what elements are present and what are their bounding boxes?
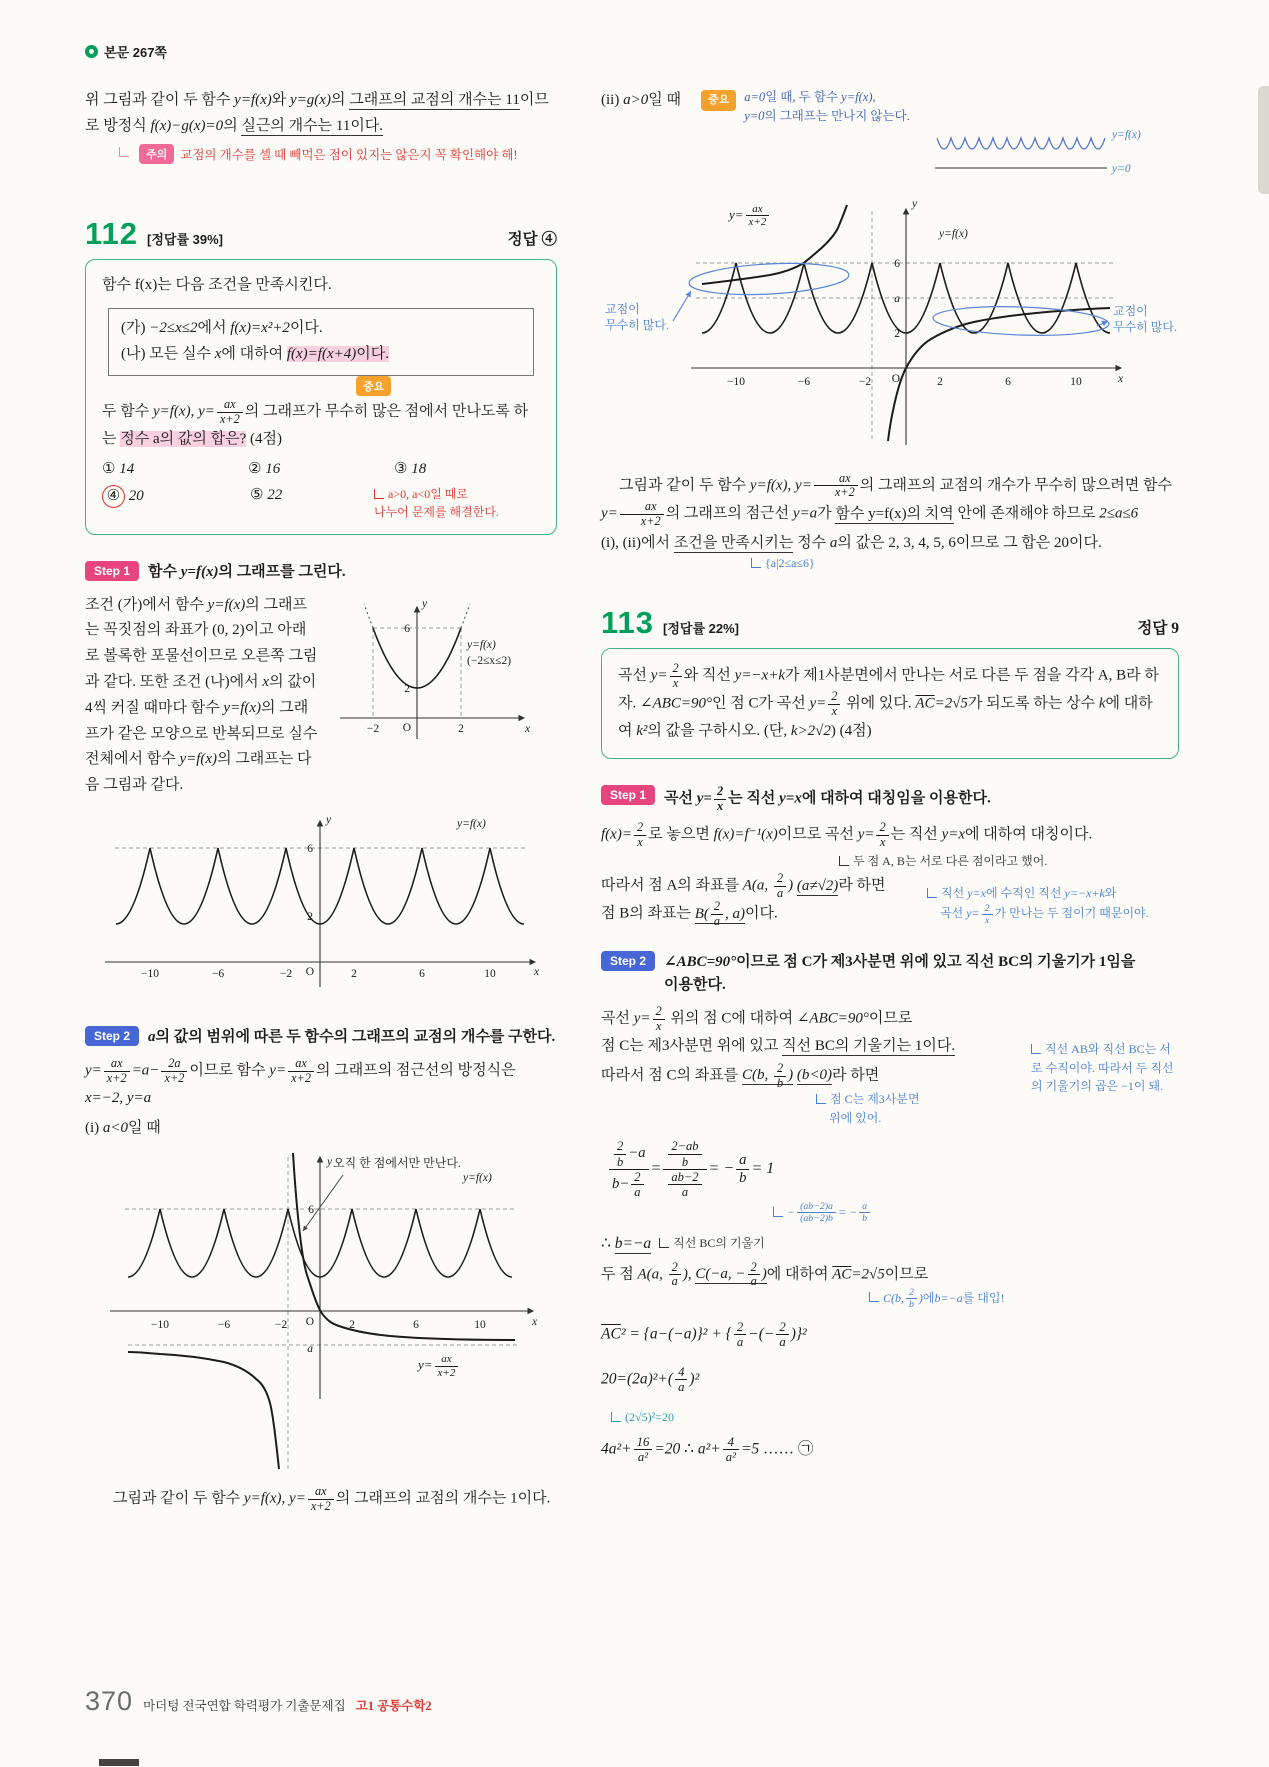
origin-label: O: [305, 965, 314, 978]
perpendicular-note-line2: 곡선 y= $\frac{2}{x}$ 가 만나는 두 점이기 때문이야.: [940, 903, 1149, 927]
answer-label: 정답 9: [1137, 619, 1179, 637]
elbow-arrow-icon: [816, 1094, 826, 1104]
x-axis-label: x: [534, 965, 540, 978]
right-column: [601, 88, 1179, 1480]
perpendicular-note: [927, 884, 1179, 926]
edge-tab: [1258, 86, 1269, 194]
question-text: 두 함수 y=f(x), y= $\frac{ax}{x+2}$ 의 그래프가 무수히 많은 점에서 만나도록 하는 정수 a의 값의 합은? (4점): [102, 396, 529, 447]
choice-4-selected: [102, 485, 250, 508]
third-quadrant-note-line1: 점 C는 제3사분면: [830, 1092, 920, 1107]
case2-paragraph: 그림과 같이 두 함수 y=f(x), y= $\frac{ax}{x+2}$ 의 그래프의 교점의 개수가 무수히 많으려면 함수 y= $\frac{ax}{x+2}$ 의 그래프의 점근선 y=a가 함수 y=f(x)의 치역 안에 존재해야 하므로 2≤a≤6: [601, 470, 1173, 528]
page-footer: [85, 1686, 432, 1717]
fraction-numerator: ax: [435, 1353, 459, 1366]
step1-body: 조건 (가)에서 함수 y=f(x)의 그래프는 꼭짓점의 좌표가 (0, 2)이고 아래로 볼록한 포물선이므로 오른쪽 그림과 같다. 또한 조건 (나)에서 x의 값이 4씩 커질 때마다 함수 y=f(x)의 그래프가 같은 모양으로 반복되므로 실수 전체에서 함수 y=f(x)의 그래프는 다음 그림과 같다.: [85, 596, 318, 794]
symmetry-paragraph: f(x)= $\frac{2}{x}$ 로 놓으면 f(x)=f⁻¹(x)이므로 곡선 y= $\frac{2}{x}$ 는 직선 y=x에 대하여 대칭이다.: [601, 820, 1093, 850]
choice-value: 16: [265, 461, 281, 478]
problem-112-header: [85, 215, 557, 251]
choice-marker: ②: [248, 461, 262, 478]
importance-badge: 중요: [701, 90, 736, 111]
x-tick: −2: [858, 375, 872, 388]
elbow-arrow-icon: [839, 856, 849, 866]
step2-title: a의 값의 범위에 따른 두 함수의 그래프의 교점의 개수를 구한다.: [148, 1028, 556, 1045]
step2-header: [601, 951, 1179, 998]
caution-badge: 주의: [139, 144, 174, 164]
x-tick: −10: [141, 967, 159, 980]
problem-number: 113: [601, 604, 655, 640]
parabola-extension: [461, 604, 470, 628]
important-note-line2: y=0의 그래프는 만나지 않는다.: [744, 108, 910, 123]
condition-box: [108, 308, 534, 376]
strategy-note-line1: a>0, a<0일 때로: [388, 487, 468, 502]
conclusion-paragraph: (i), (ii)에서 조건을 만족시키는 정수 a의 값은 2, 3, 4, 5, 6이므로 그 합은 20이다.: [601, 534, 1102, 551]
x-tick: 10: [1070, 375, 1082, 388]
answer-rate: [정답률 22%]: [663, 620, 739, 636]
caution-note: [119, 144, 557, 164]
case2-graph-wrap: [601, 193, 1179, 460]
case1-graph: [85, 1141, 555, 1476]
case1-graph-wrap: [85, 1141, 557, 1481]
y-tick-2: 2: [307, 910, 313, 923]
final-equation-line: 4a²+ $\frac{16}{\text{a²}}$ =20 ∴ a²+ $\frac{4}{\text{a²}}$ =5 …… ㉠: [601, 1435, 814, 1465]
elbow-arrow-icon: [927, 888, 937, 898]
domain-label: (−2≤x≤2): [467, 654, 512, 667]
step1-badge: Step 1: [601, 785, 655, 805]
hyperbola-left-branch: [702, 205, 847, 284]
choice-1: [102, 459, 248, 478]
step2-header: [85, 1026, 557, 1049]
annotation-arrow-right: [1097, 321, 1108, 326]
x-tick: −2: [279, 967, 293, 980]
case2-graph: [601, 193, 1179, 455]
step2-title: ∠ABC=90°이므로 점 C가 제3사분면 위에 있고 직선 BC의 기울기가 1임을 이용한다.: [664, 953, 1136, 994]
third-quadrant-note-line2: 위에 있어.: [829, 1110, 882, 1125]
answer-label: 정답 ④: [507, 230, 557, 248]
step1-header: [601, 785, 1179, 814]
important-note: [701, 88, 910, 126]
elbow-arrow-icon: [374, 489, 384, 499]
hyperbola-label: [418, 1353, 460, 1379]
choice-value: 20: [128, 488, 144, 505]
set-note-text: {a|2≤a≤6}: [765, 556, 815, 571]
third-quadrant-note: [816, 1090, 1179, 1127]
y-axis-label: y: [912, 197, 918, 210]
asymptote-a-label: a: [307, 1343, 313, 1356]
x-tick: 2: [349, 1319, 355, 1332]
y-axis-label: y: [326, 813, 332, 826]
axes: [691, 209, 1121, 445]
many-intersections-left-line1: 교점이: [605, 301, 640, 316]
step1-title: 곡선 y= $\frac{2}{x}$ 는 직선 y=x에 대하여 대칭임을 이용한다.: [664, 783, 991, 813]
step2-badge: Step 2: [601, 951, 655, 971]
choice-value: 22: [267, 487, 283, 504]
hyperbola-label-prefix: y=: [729, 206, 744, 222]
elbow-arrow-icon: [1031, 1044, 1041, 1054]
choice-2: [248, 459, 394, 478]
choice-row: [102, 459, 540, 478]
point-b-row: [601, 886, 1179, 929]
elbow-arrow-icon: [659, 1238, 669, 1248]
distance-value-note-text: (2√5)²=20: [625, 1410, 674, 1425]
asymptote-paragraph: y= $\frac{ax}{x+2}$ =a− $\frac{2a}{x+2}$ 이므로 함수 y= $\frac{ax}{x+2}$ 의 그래프의 점근선의 방정식은 x=−2, y=a: [85, 1056, 516, 1106]
x-axis-label: x: [525, 722, 531, 735]
y-axis-label: y: [327, 1156, 333, 1169]
x-tick: 2: [937, 375, 943, 388]
distance-squared-line: $\overline{AC}^2 = \{a-(-a)\}^2$ + { $\frac{2}{a}$ −(− $\frac{2}{a}$ )}²: [601, 1320, 807, 1350]
left-column: [85, 88, 557, 1514]
x-tick: −6: [797, 375, 811, 388]
case1-label: (i) a<0일 때: [85, 1119, 161, 1136]
origin-label: O: [402, 721, 411, 734]
parabola-graph: [322, 593, 557, 753]
page-ref: [85, 42, 167, 61]
page-number: 370: [85, 1686, 134, 1716]
perpendicular-note-line1: 직선 y=x에 수직인 직선 y=−x+k와: [941, 886, 1117, 901]
slope-of-bc-note: [659, 1234, 765, 1252]
cancellation-note: [773, 1201, 1179, 1224]
choice-marker: ⑤: [250, 487, 264, 504]
x-tick: −10: [151, 1319, 169, 1332]
strategy-note: [374, 485, 499, 521]
perpendicular-product-note: [1031, 1040, 1179, 1096]
intersections-ellipse-left: [688, 259, 849, 297]
x-tick: −6: [211, 967, 225, 980]
elbow-arrow-icon: [773, 1207, 783, 1217]
many-intersections-left-line2: 무수히 많다.: [605, 317, 669, 332]
strategy-note-line2: 나누어 문제를 해결한다.: [374, 505, 499, 520]
y-axis-label: y: [422, 597, 428, 610]
many-intersections-right-line2: 무수히 많다.: [1113, 319, 1177, 334]
step2-badge: Step 2: [85, 1026, 139, 1046]
x-tick: −10: [727, 375, 745, 388]
print-mark: [99, 1759, 139, 1766]
origin-label: O: [891, 372, 900, 385]
distinct-points-note: [839, 852, 1179, 870]
condition-a: (가) −2≤x≤2에서 f(x)=x²+2이다.: [121, 320, 323, 337]
axes: [340, 607, 524, 739]
y-tick-6: 6: [307, 842, 313, 855]
x-tick: 6: [419, 967, 425, 980]
curve-label: y=f(x): [457, 817, 486, 830]
mini-zero-label: y=0: [1112, 162, 1131, 175]
book-subject: 고1 공통수학2: [355, 1699, 432, 1713]
mini-graph-no-intersection: [929, 114, 1179, 186]
axes: [105, 821, 535, 987]
problem-number: 112: [85, 215, 139, 251]
problem-stem: 함수 f(x)는 다음 조건을 만족시킨다.: [102, 276, 332, 293]
choice-marker: ③: [394, 461, 408, 478]
therefore-b-equals: ∴ b=−a: [601, 1234, 652, 1252]
point-b-line: 점 B의 좌표는 B( $\frac{2}{a}$ , a)이다.: [601, 899, 778, 929]
elbow-arrow-icon: [751, 558, 761, 568]
caution-text: 교점의 개수를 셀 때 빼먹은 점이 있지는 않은지 꼭 확인해야 해!: [180, 147, 518, 162]
problem-113-text: 곡선 y= $\frac{2}{x}$ 와 직선 y=−x+k가 제1사분면에서 만나는 서로 다른 두 점을 각각 A, B라 하자. ∠ABC=90°인 점 C가 곡선 y= $\frac{2}{x}$ 위에 있다. $\overline{AC}=2√5$가 되도록 하는 상수 k에 대하여 k²의 값을 구하시오. (단, k>2√2) (4점): [618, 660, 1159, 740]
choice-marker: ①: [102, 461, 116, 478]
slope-equation: $\frac{2}{b}$ −a b− $\frac{2}{a}$ = $\frac{\frac{2-ab}{b}}{\frac{ab-2}{a}}$ = − $\frac{a}{b}$ = 1: [607, 1139, 1179, 1198]
x-tick: 6: [1005, 375, 1011, 388]
condition-b: (나) 모든 실수 x에 대하여 f(x)=f(x+4)이다.: [121, 346, 389, 363]
substitute-note: [869, 1287, 1179, 1310]
elbow-arrow-icon: [869, 1292, 879, 1302]
elbow-arrow-icon: [611, 1412, 621, 1422]
many-intersections-right-line1: 교점이: [1113, 303, 1148, 318]
x-axis-label: x: [1118, 372, 1124, 385]
point-a-line: 따라서 점 A의 좌표를 A(a, $\frac{2}{a}$ ) (a≠√2)라 하면: [601, 870, 886, 900]
x-tick: −2: [274, 1319, 288, 1332]
y-tick-6: 6: [894, 257, 900, 270]
angle-paragraph: 곡선 y= $\frac{2}{x}$ 위의 점 C에 대하여 ∠ABC=90°이므로: [601, 1004, 913, 1034]
hyperbola-right-branch: [888, 308, 1110, 441]
step1-body-row: [85, 593, 557, 799]
choice-value: 14: [119, 461, 135, 478]
importance-row: [356, 376, 540, 396]
problem-113-header: [601, 604, 1179, 640]
cancellation-note-expr: − $\frac{(ab-2)a}{(ab-2)b}$ = − $\frac{a}{b}$: [787, 1201, 872, 1224]
important-note-line1: a=0일 때, 두 함수 y=f(x),: [744, 90, 876, 104]
origin-label: O: [305, 1316, 314, 1329]
step1-header: [85, 561, 557, 584]
x-tick-minus2: −2: [366, 722, 380, 735]
book-series: 마더텅 전국연합 학력평가 기출문제집: [143, 1699, 346, 1713]
step1-badge: Step 1: [85, 561, 139, 581]
slope-line: 점 C는 제3사분면 위에 있고 직선 BC의 기울기는 1이다.: [601, 1037, 956, 1054]
periodic-function-graph: [85, 807, 555, 995]
x-tick: 2: [351, 967, 357, 980]
distinct-points-note-text: 두 점 A, B는 서로 다른 점이라고 했어.: [853, 853, 1048, 868]
case2-label: (ii) a>0일 때: [601, 92, 681, 108]
hyperbola-label: [729, 203, 771, 229]
x-tick: −6: [217, 1319, 231, 1332]
mini-wave-curve: [937, 138, 1105, 149]
x-tick-2: 2: [458, 722, 464, 735]
set-note: [751, 554, 1179, 573]
problem-113-box: [601, 648, 1179, 759]
x-axis-label: x: [532, 1316, 538, 1329]
y-tick-6: 6: [308, 1204, 314, 1217]
problem-112-box: [85, 259, 557, 536]
target-icon: [85, 45, 98, 58]
y-tick-6: 6: [404, 622, 410, 635]
curve-label: y=f(x): [463, 1172, 492, 1185]
answer-circle-mark: ④: [102, 485, 125, 508]
slope-of-bc-note-text: 직선 BC의 기울기: [673, 1236, 765, 1251]
only-one-intersection-note: 오직 한 점에서만 만난다.: [333, 1156, 461, 1171]
annotation-arrow: [303, 1175, 343, 1231]
twenty-equation-line: 20=(2a)²+( $\frac{4}{a}$ )²: [601, 1365, 700, 1395]
hyperbola-label-prefix: y=: [418, 1357, 433, 1373]
distance-value-note: [611, 1410, 1179, 1425]
step1-title: 함수 y=f(x)의 그래프를 그린다.: [148, 564, 346, 581]
slope-row: [601, 1034, 1179, 1094]
two-points-line: 두 점 A(a, $\frac{2}{a}$ ), C(−a, − $\frac{2}{a}$ )에 대하여 $\overline{AC}=2√5$이므로: [601, 1259, 929, 1289]
answer-rate: [정답률 39%]: [147, 231, 223, 247]
point-c-line: 따라서 점 C의 좌표를 C(b, $\frac{2}{b}$ ) (b<0)라 하면: [601, 1060, 880, 1090]
important-note-text: [744, 88, 910, 126]
substitute-note-expr: C(b, $\frac{2}{b}$ ) 에 b=−a 를 대입!: [883, 1287, 1005, 1311]
annotation-arrow-left: [673, 291, 691, 321]
choice-list: [102, 459, 540, 521]
fraction-numerator: ax: [746, 203, 770, 216]
choice-value: 18: [411, 461, 427, 478]
parabola-extension: [364, 604, 373, 628]
y-tick-2: 2: [894, 327, 900, 340]
perpendicular-product-note-text: 직선 AB와 직선 BC는 서로 수직이야. 따라서 두 직선의 기울기의 곱은 −1이 돼.: [1031, 1041, 1174, 1094]
elbow-arrow-icon: [119, 147, 129, 157]
case1-conclusion: 그림과 같이 두 함수 y=f(x), y= $\frac{ax}{x+2}$ 의 그래프의 교점의 개수는 1이다.: [113, 1484, 551, 1514]
fraction-denominator: x+2: [437, 1366, 456, 1379]
y-tick-2: 2: [404, 682, 410, 695]
choice-3: [394, 459, 540, 478]
mini-curve-label: y=f(x): [1112, 128, 1141, 141]
x-tick: 6: [413, 1319, 419, 1332]
hyperbola-left-branch: [128, 1352, 279, 1469]
intro-paragraph: 위 그림과 같이 두 함수 y=f(x)와 y=g(x)의 그래프의 교점의 개수는 11이므로 방정식 f(x)−g(x)=0의 실근의 개수는 11이다.: [85, 92, 549, 134]
curve-label: y=f(x): [467, 638, 496, 651]
axes: [110, 1157, 533, 1399]
asymptote-a-label: a: [894, 292, 900, 305]
therefore-row: [601, 1234, 1179, 1253]
choice-row: [102, 485, 540, 521]
curve-label: y=f(x): [939, 227, 968, 240]
x-tick: 10: [484, 967, 496, 980]
importance-badge: 중요: [356, 376, 391, 396]
fraction-denominator: x+2: [748, 215, 767, 228]
page-ref-label: 본문 267쪽: [104, 45, 167, 60]
x-tick: 10: [474, 1319, 486, 1332]
